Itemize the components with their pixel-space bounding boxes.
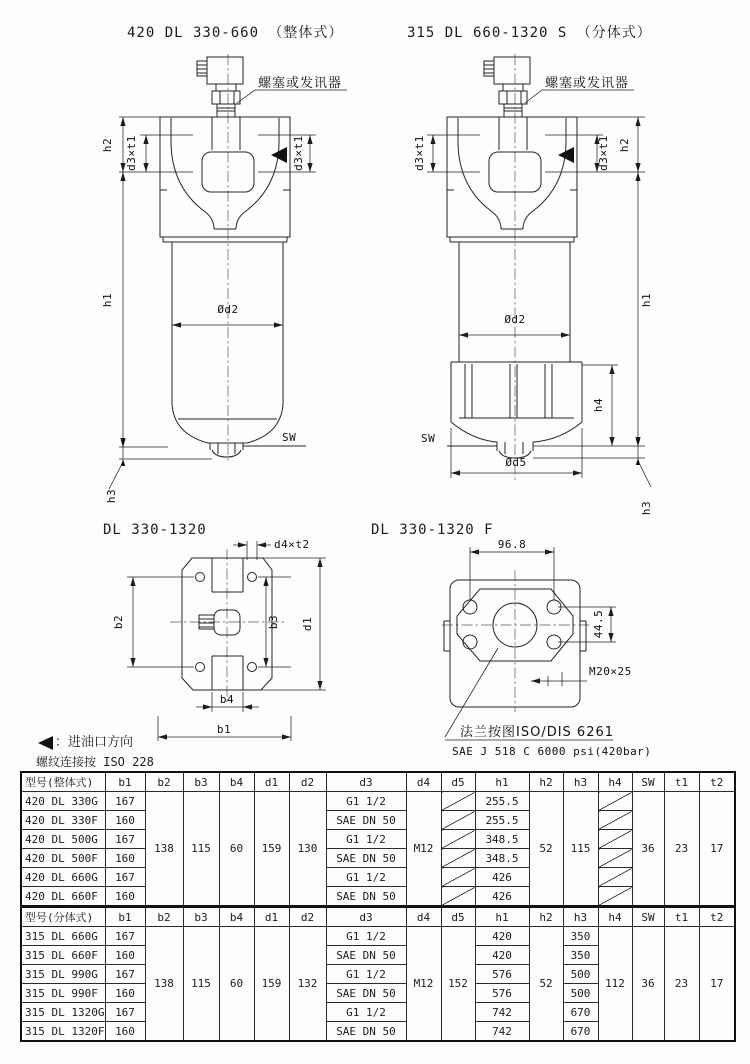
- dim-label-h3: h3: [105, 488, 118, 504]
- inlet-direction-note: [38, 731, 133, 750]
- column-header: d4: [406, 907, 441, 927]
- table-row: [21, 927, 735, 946]
- dim-label-h1: h1: [101, 292, 114, 308]
- na-slash-cell: [598, 868, 632, 887]
- table-cell: SAE DN 50: [326, 811, 406, 830]
- indicator-plug: [484, 57, 530, 117]
- dim-label-d3t1-left: d3×t1: [125, 135, 138, 171]
- column-header: b1: [105, 772, 145, 792]
- table-row: [21, 830, 735, 849]
- table-cell: 255.5: [475, 811, 529, 830]
- column-header: t2: [699, 772, 735, 792]
- table-cell: 167: [105, 868, 145, 887]
- na-slash-cell: [598, 849, 632, 868]
- table-cell: G1 1/2: [326, 830, 406, 849]
- table-cell: 742: [475, 1022, 529, 1042]
- column-header: h2: [529, 907, 563, 927]
- table-cell: 420 DL 660G: [21, 868, 105, 887]
- callout-plug-or-indicator: 螺塞或发讯器: [258, 76, 343, 91]
- dim-label-d4t2: d4×t2: [274, 538, 310, 551]
- na-slash-cell: [441, 830, 475, 849]
- table-cell: 315 DL 660G: [21, 927, 105, 946]
- dim-label-width: 96.8: [497, 538, 527, 551]
- fig-integral-drawing: [101, 54, 347, 503]
- table-cell: G1 1/2: [326, 965, 406, 984]
- table-cell: 160: [105, 811, 145, 830]
- table-row: [21, 868, 735, 887]
- table-cell: 115: [563, 792, 598, 907]
- table-cell: 167: [105, 830, 145, 849]
- dim-label-sw: SW: [421, 432, 436, 445]
- dim-label-h2: h2: [618, 137, 631, 153]
- table-cell: 152: [441, 927, 475, 1042]
- dim-label-thread: M20×25: [589, 665, 632, 678]
- header-row: [21, 907, 735, 927]
- table-cell: 167: [105, 1003, 145, 1022]
- table-cell: 160: [105, 946, 145, 965]
- table-cell: 60: [219, 792, 254, 907]
- table-cell: 36: [632, 792, 664, 907]
- column-header: d1: [254, 772, 289, 792]
- fig-split-drawing: [413, 54, 653, 515]
- column-header: h3: [563, 772, 598, 792]
- table-cell: 167: [105, 792, 145, 811]
- table-cell: 132: [289, 927, 326, 1042]
- inlet-note-text: ：进油口方向: [55, 735, 134, 750]
- table-cell: 52: [529, 927, 563, 1042]
- dim-label-d3t1-right: d3×t1: [292, 135, 305, 171]
- dim-label-h4: h4: [592, 397, 605, 413]
- column-header: b4: [219, 907, 254, 927]
- fig-topview-drawing: [112, 538, 326, 741]
- column-header: d3: [326, 772, 406, 792]
- column-header: b3: [183, 907, 219, 927]
- table-cell: M12: [406, 927, 441, 1042]
- table-cell: 160: [105, 849, 145, 868]
- table-cell: 420 DL 500G: [21, 830, 105, 849]
- column-header: h4: [598, 907, 632, 927]
- table-cell: 315 DL 660F: [21, 946, 105, 965]
- na-slash-cell: [441, 868, 475, 887]
- dim-label-h2: h2: [101, 137, 114, 153]
- table-cell: 167: [105, 927, 145, 946]
- column-header: d5: [441, 907, 475, 927]
- column-header: d2: [289, 772, 326, 792]
- table-cell: 167: [105, 965, 145, 984]
- flange-note-line1: 法兰按图ISO/DIS 6261: [460, 725, 615, 740]
- figure-title-integral: 420 DL 330-660 （整体式）: [127, 25, 344, 41]
- table-cell: 426: [475, 887, 529, 907]
- column-header: t2: [699, 907, 735, 927]
- table-cell: 160: [105, 887, 145, 907]
- dim-label-od2: Ød2: [217, 303, 239, 316]
- column-header: d4: [406, 772, 441, 792]
- table-cell: 159: [254, 792, 289, 907]
- table-cell: 420 DL 330F: [21, 811, 105, 830]
- table-cell: 420 DL 660F: [21, 887, 105, 907]
- table-cell: 60: [219, 927, 254, 1042]
- table-cell: 348.5: [475, 849, 529, 868]
- na-slash-cell: [441, 849, 475, 868]
- dim-label-sw: SW: [282, 431, 297, 444]
- dim-label-od2: Ød2: [504, 313, 526, 326]
- table-cell: G1 1/2: [326, 927, 406, 946]
- table-cell: 350: [563, 927, 598, 946]
- na-slash-cell: [598, 811, 632, 830]
- table-cell: 315 DL 990G: [21, 965, 105, 984]
- callout-plug-or-indicator: 螺塞或发讯器: [545, 76, 630, 91]
- na-slash-cell: [598, 830, 632, 849]
- table-cell: SAE DN 50: [326, 984, 406, 1003]
- filter-bowl: [172, 242, 306, 457]
- fig-flange-drawing: [442, 538, 651, 758]
- table-cell: 576: [475, 984, 529, 1003]
- column-header: h2: [529, 772, 563, 792]
- indicator-plug: [197, 57, 243, 117]
- column-header: d5: [441, 772, 475, 792]
- extension-lines: [127, 541, 326, 741]
- na-slash-cell: [441, 887, 475, 907]
- column-header: t1: [664, 772, 699, 792]
- table-cell: 36: [632, 927, 664, 1042]
- column-header: h1: [475, 907, 529, 927]
- flange-note-line2: SAE J 518 C 6000 psi(420bar): [452, 745, 652, 758]
- spec-table-split: [20, 906, 736, 1042]
- table-cell: 315 DL 1320G: [21, 1003, 105, 1022]
- inlet-direction-icon: [38, 736, 53, 750]
- model-column-header: 型号(分体式): [21, 907, 105, 927]
- table-cell: 112: [598, 927, 632, 1042]
- table-cell: SAE DN 50: [326, 887, 406, 907]
- dim-label-d3t1-left: d3×t1: [413, 135, 426, 171]
- dim-label-h3: h3: [640, 500, 653, 516]
- na-slash-cell: [441, 811, 475, 830]
- table-cell: 426: [475, 868, 529, 887]
- table-cell: G1 1/2: [326, 792, 406, 811]
- model-column-header: 型号(整体式): [21, 772, 105, 792]
- figure-title-topview: DL 330-1320: [103, 522, 207, 538]
- filter-body-and-bowl: [447, 242, 582, 458]
- column-header: SW: [632, 772, 664, 792]
- table-cell: SAE DN 50: [326, 849, 406, 868]
- table-cell: 255.5: [475, 792, 529, 811]
- table-cell: 420 DL 500F: [21, 849, 105, 868]
- extension-lines: [445, 547, 616, 740]
- table-row: [21, 849, 735, 868]
- table-cell: 670: [563, 1022, 598, 1042]
- dim-label-height: 44.5: [592, 609, 605, 639]
- figure-title-flange: DL 330-1320 F: [371, 522, 494, 538]
- table-cell: 315 DL 1320F: [21, 1022, 105, 1042]
- table-cell: 138: [145, 927, 183, 1042]
- table-cell: 52: [529, 792, 563, 907]
- column-header: b2: [145, 907, 183, 927]
- table-cell: 138: [145, 792, 183, 907]
- table-cell: 500: [563, 984, 598, 1003]
- table-cell: 576: [475, 965, 529, 984]
- column-header: d1: [254, 907, 289, 927]
- table-cell: 500: [563, 965, 598, 984]
- column-header: b4: [219, 772, 254, 792]
- table-cell: 348.5: [475, 830, 529, 849]
- header-row: [21, 772, 735, 792]
- table-cell: 420: [475, 927, 529, 946]
- table-cell: 420 DL 330G: [21, 792, 105, 811]
- column-header: b3: [183, 772, 219, 792]
- table-cell: 115: [183, 792, 219, 907]
- table-cell: M12: [406, 792, 441, 907]
- table-cell: 115: [183, 927, 219, 1042]
- na-slash-cell: [598, 887, 632, 907]
- dim-label-od5: Ød5: [505, 456, 527, 469]
- na-slash-cell: [598, 792, 632, 811]
- column-header: b2: [145, 772, 183, 792]
- table-cell: 420: [475, 946, 529, 965]
- table-cell: 670: [563, 1003, 598, 1022]
- column-header: h3: [563, 907, 598, 927]
- table-cell: 350: [563, 946, 598, 965]
- table-cell: 315 DL 990F: [21, 984, 105, 1003]
- table-cell: SAE DN 50: [326, 1022, 406, 1042]
- table-row: [21, 811, 735, 830]
- filter-head: [160, 117, 290, 242]
- table-cell: 17: [699, 927, 735, 1042]
- table-cell: 160: [105, 984, 145, 1003]
- column-header: SW: [632, 907, 664, 927]
- table-cell: G1 1/2: [326, 868, 406, 887]
- column-header: h1: [475, 772, 529, 792]
- dim-label-b1: b1: [216, 723, 232, 736]
- column-header: t1: [664, 907, 699, 927]
- column-header: h4: [598, 772, 632, 792]
- figure-title-split: 315 DL 660-1320 S （分体式）: [407, 25, 652, 41]
- thread-connection-note: 螺纹连接按 ISO 228: [36, 755, 154, 769]
- table-row: [21, 792, 735, 811]
- table-cell: 742: [475, 1003, 529, 1022]
- dim-label-b4: b4: [219, 693, 235, 706]
- table-row: [21, 887, 735, 907]
- column-header: b1: [105, 907, 145, 927]
- table-cell: 23: [664, 927, 699, 1042]
- column-header: d2: [289, 907, 326, 927]
- column-header: d3: [326, 907, 406, 927]
- dim-label-b2: b2: [112, 614, 125, 630]
- table-cell: 160: [105, 1022, 145, 1042]
- filter-head: [447, 117, 577, 242]
- table-cell: 159: [254, 927, 289, 1042]
- table-cell: G1 1/2: [326, 1003, 406, 1022]
- table-cell: 23: [664, 792, 699, 907]
- spec-tables: [20, 771, 736, 1042]
- table-cell: SAE DN 50: [326, 946, 406, 965]
- dim-label-d1: d1: [301, 616, 314, 632]
- spec-table-integral: [20, 771, 736, 907]
- dim-label-d3t1-right: d3×t1: [597, 135, 610, 171]
- dim-label-b3: b3: [267, 614, 280, 630]
- na-slash-cell: [441, 792, 475, 811]
- table-cell: 130: [289, 792, 326, 907]
- table-cell: 17: [699, 792, 735, 907]
- dim-label-h1: h1: [640, 292, 653, 308]
